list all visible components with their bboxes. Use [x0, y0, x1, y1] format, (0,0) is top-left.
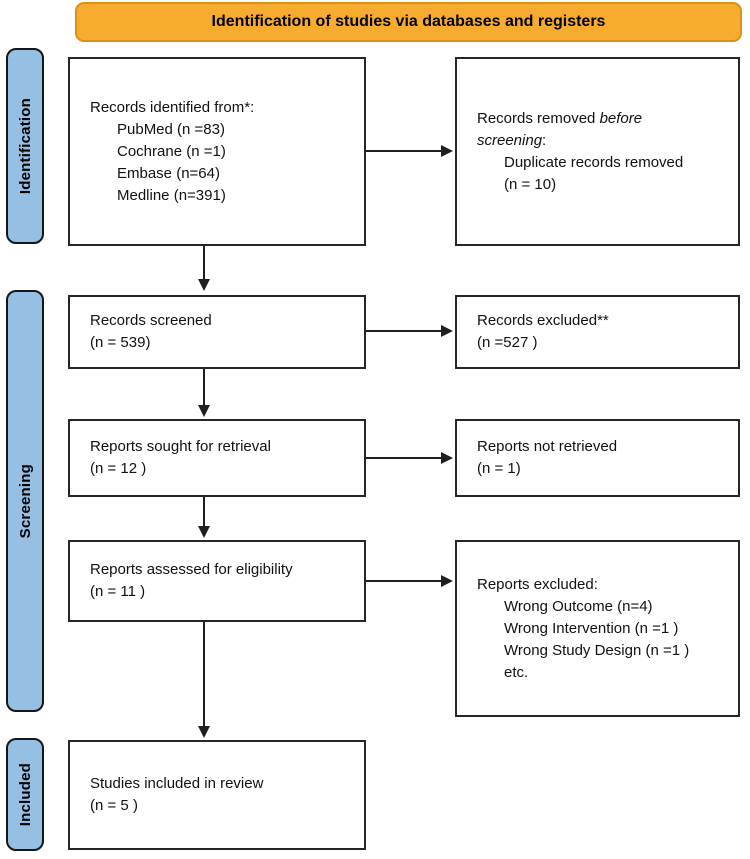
- duplicates-removed-label: Duplicate records removed: [504, 153, 684, 171]
- stage-tab-identification: [6, 48, 44, 244]
- reports-not-retrieved-label: Reports not retrieved: [477, 438, 618, 455]
- reports-not-retrieved-count: (n = 1): [477, 460, 521, 477]
- stage-label-identification: Identification: [16, 97, 34, 195]
- title-banner-label: Identification of studies via databases and registers: [211, 13, 606, 30]
- duplicates-removed-count: (n = 10): [504, 175, 557, 193]
- records-screened-count: (n = 539): [90, 334, 151, 351]
- reports-assessed-count: (n = 11 ): [90, 583, 146, 600]
- arrow-right-sought-to-not-retrieved: [366, 457, 441, 459]
- reports-excluded-box: [455, 540, 740, 717]
- excluded-reason-study-design: Wrong Study Design (n =1 ): [504, 641, 690, 659]
- arrow-down-screened-to-sought: [203, 369, 205, 405]
- source-medline: Medline (n=391): [117, 186, 226, 204]
- reports-sought-count: (n = 12 ): [90, 460, 147, 477]
- records-screened-box: [68, 295, 366, 369]
- stage-label-screening: Screening: [16, 463, 34, 539]
- arrow-right-assessed-to-reports-excluded: [366, 580, 441, 582]
- arrow-right-identified-to-removed: [366, 150, 441, 152]
- arrow-down-identified-to-screened: [203, 246, 205, 279]
- excluded-reason-outcome: Wrong Outcome (n=4): [504, 597, 653, 615]
- records-excluded-count: (n =527 ): [477, 334, 538, 351]
- studies-included-label: Studies included in review: [90, 775, 264, 792]
- reports-assessed-box: [68, 540, 366, 622]
- reports-sought-label: Reports sought for retrieval: [90, 438, 271, 455]
- arrow-down-assessed-to-included: [203, 622, 205, 726]
- reports-sought-box: [68, 419, 366, 497]
- records-removed-box: [455, 57, 740, 246]
- source-pubmed: PubMed (n =83): [117, 120, 225, 138]
- arrow-down-sought-to-assessed: [203, 497, 205, 526]
- excluded-reason-intervention: Wrong Intervention (n =1 ): [504, 619, 679, 637]
- stage-tab-included: [6, 738, 44, 851]
- source-cochrane: Cochrane (n =1): [117, 142, 226, 160]
- records-identified-box: [68, 57, 366, 246]
- reports-assessed-label: Reports assessed for eligibility: [90, 561, 293, 578]
- reports-not-retrieved-box: [455, 419, 740, 497]
- excluded-reason-etc: etc.: [504, 663, 529, 681]
- records-screened-label: Records screened: [90, 312, 212, 329]
- reports-excluded-heading: Reports excluded:: [477, 575, 598, 593]
- records-excluded-label: Records excluded**: [477, 312, 609, 329]
- title-banner: [75, 2, 742, 42]
- source-embase: Embase (n=64): [117, 164, 220, 182]
- records-removed-heading-line1: Records removed before: [477, 109, 643, 127]
- studies-included-box: [68, 740, 366, 850]
- records-identified-heading: Records identified from*:: [90, 98, 255, 116]
- stage-label-included: Included: [16, 762, 34, 827]
- records-excluded-box: [455, 295, 740, 369]
- arrow-right-screened-to-excluded: [366, 330, 441, 332]
- stage-tab-screening: [6, 290, 44, 712]
- studies-included-count: (n = 5 ): [90, 797, 138, 814]
- records-removed-heading-line2: screening:: [477, 131, 547, 149]
